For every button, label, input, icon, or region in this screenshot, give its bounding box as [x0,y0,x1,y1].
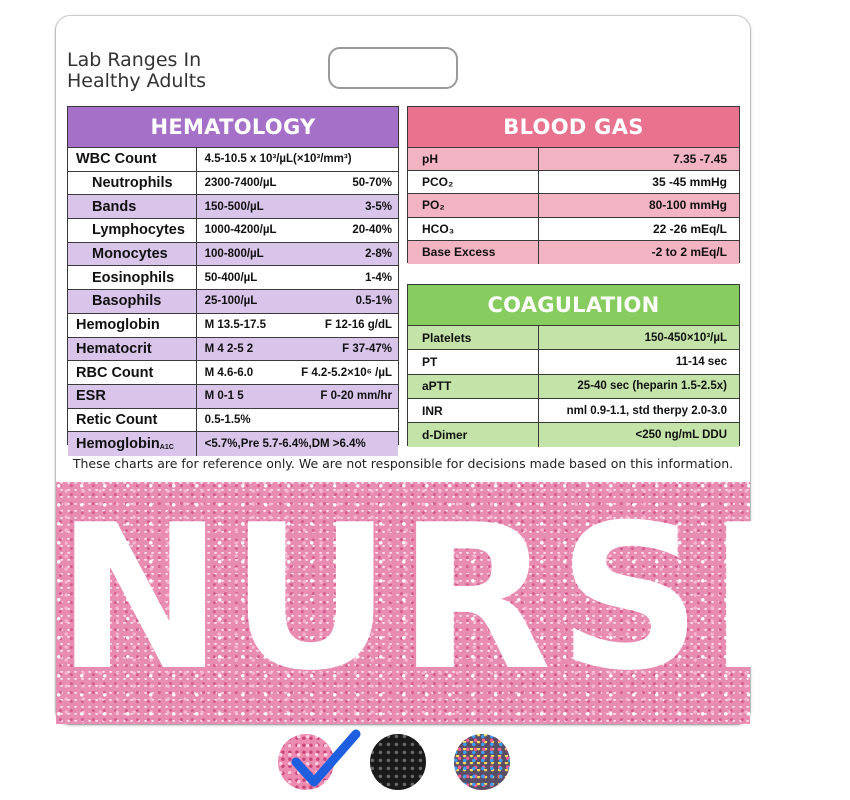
color-swatches [0,734,800,794]
table-row [408,218,739,241]
coagulation-table [407,284,740,446]
blood-gas-header: BLOOD GAS [408,107,739,148]
row-value: M 4 2-5 2 [204,342,254,355]
row-value: 22 -26 mEq/L [652,221,727,236]
row-value: 50-400/µL [204,271,258,284]
row-name: Eosinophils [68,266,197,289]
table-row [68,219,398,243]
row-name: Lymphocytes [68,219,197,242]
table-row [68,195,398,219]
table-row [408,241,739,264]
swatch-black-glitter[interactable] [370,734,426,790]
table-row [408,423,739,447]
row-value: 35 -45 mmHg [652,175,727,190]
row-value: M 13.5-17.5 [204,319,266,332]
row-name: Platelets [408,326,539,349]
row-value: 25-40 sec (heparin 1.5-2.5x) [577,380,727,393]
table-row [408,194,739,217]
checkmark-icon [290,728,360,790]
row-value: 100-800/µL [204,248,264,261]
row-value-2: 3-5% [365,200,392,213]
table-row [68,338,398,362]
table-row [68,172,398,196]
row-name: d-Dimer [408,423,539,447]
row-name: Neutrophils [68,172,197,195]
row-value: <250 ng/mL DDU [635,429,727,442]
row-name: Hemoglobin [76,436,160,453]
table-row [68,148,398,172]
row-value: 2300-7400/µL [204,177,277,190]
table-row [408,171,739,194]
table-row [68,409,398,433]
row-name: RBC Count [68,361,197,384]
card-title [67,50,307,92]
table-row [68,314,398,338]
row-name: PCO₂ [408,171,539,193]
row-value: 150-450×10³/µL [644,331,727,344]
badge-card [56,16,850,724]
row-name: Retic Count [68,409,197,432]
row-name: PT [408,350,539,373]
row-name: HCO₃ [408,218,539,240]
row-name: Bands [68,195,197,218]
row-value-2: 50-70% [352,177,392,190]
swatch-multicolor-glitter[interactable] [454,734,510,790]
hematology-header: HEMATOLOGY [68,107,398,148]
table-row [68,361,398,385]
row-name: INR [408,399,539,422]
table-row [68,243,398,267]
row-value: 0.5-1.5% [204,413,251,426]
nurse-banner-text: NURSE [56,482,850,715]
coagulation-header: COAGULATION [408,285,739,326]
row-value-2: F 0-20 mm/hr [320,390,392,403]
row-name: Base Excess [408,241,539,264]
row-value-2: 20-40% [352,224,392,237]
disclaimer-text: These charts are for reference only. We are not responsible for decisions made based on this information. [72,456,734,471]
row-value-2: 1-4% [365,271,392,284]
row-name: WBC Count [68,148,197,171]
row-value: 4.5-10.5 x 10³/µL(×10³/mm³) [204,153,352,166]
row-name: PO₂ [408,194,539,216]
row-name: Hematocrit [68,338,197,361]
row-value: M 4.6-6.0 [204,366,254,379]
row-name: aPTT [408,375,539,398]
table-row [68,290,398,314]
table-row [408,350,739,374]
row-value-2: F 12-16 g/dL [324,319,392,332]
hematology-table [67,106,399,453]
table-row [408,399,739,423]
row-value: 11-14 sec [675,355,727,368]
row-value: M 0-1 5 [204,390,244,403]
blood-gas-table [407,106,740,263]
row-value: 80-100 mmHg [648,198,727,213]
row-name: Monocytes [68,243,197,266]
table-row [68,385,398,409]
row-value-2: F 4.2-5.2×10⁶ /µL [301,366,392,379]
row-value: 150-500/µL [204,200,264,213]
table-row [68,432,398,456]
row-value: 25-100/µL [204,295,258,308]
row-name: ESR [68,385,197,408]
table-row [408,148,739,171]
row-value-2: 2-8% [365,248,392,261]
table-row [408,375,739,399]
row-value: 1000-4200/µL [204,224,277,237]
row-name-subscript: A1C [159,443,174,451]
row-name: Hemoglobin [68,314,197,337]
table-row [408,326,739,350]
row-value-2: 0.5-1% [355,295,392,308]
card-title-line2: Healthy Adults [67,70,207,92]
row-value: -2 to 2 mEq/L [651,245,727,260]
row-name: pH [408,148,539,170]
card-title-line1: Lab Ranges In [67,49,202,71]
row-value: <5.7%,Pre 5.7-6.4%,DM >6.4% [204,438,366,451]
table-row [68,266,398,290]
lanyard-slot [328,47,458,89]
row-value-2: F 37-47% [342,342,392,355]
row-name: Basophils [68,290,197,313]
row-value: nml 0.9-1.1, std therpy 2.0-3.0 [566,404,727,417]
row-value: 7.35 -7.45 [672,152,727,167]
